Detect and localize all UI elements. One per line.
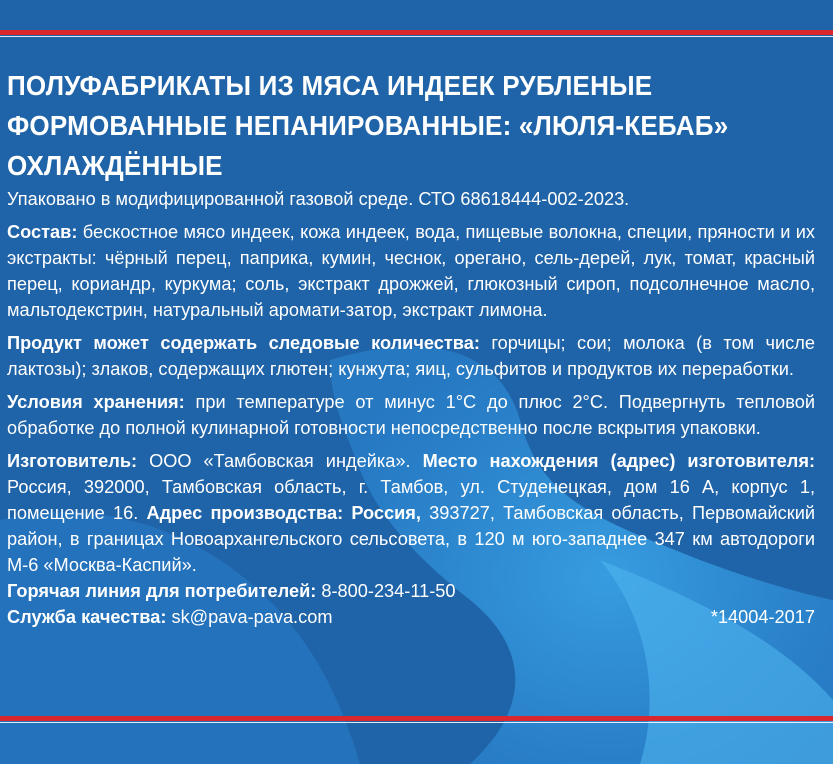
hotline-number: 8-800-234-11-50 xyxy=(316,581,456,601)
hotline xyxy=(7,578,815,604)
hotline-label: Горячая линия для потребителей: xyxy=(7,581,317,601)
manufacturer-text: ООО «Тамбовская индейка». xyxy=(137,451,423,471)
standard-code: *14004-2017 xyxy=(710,607,815,627)
manufacturer-info xyxy=(7,448,815,578)
manufacturer-location-label: Место нахождения (адрес) изготовителя: xyxy=(422,451,816,471)
title-line: ПОЛУФАБРИКАТЫ ИЗ МЯСА ИНДЕЕК РУБЛЕНЫЕ xyxy=(7,70,653,101)
storage-label: Условия хранения: xyxy=(7,392,185,412)
quality-service xyxy=(7,604,332,630)
title-line: ОХЛАЖДЁННЫЕ xyxy=(7,150,223,181)
manufacturer-label: Изготовитель: xyxy=(7,451,138,471)
composition xyxy=(7,219,815,323)
packaging-info: Упаковано в модифицированной газовой среде. СТО 68618444-002-2023. xyxy=(7,189,630,209)
top-red-stripe xyxy=(0,30,833,35)
production-address-label: Адрес производства: Россия, xyxy=(146,503,421,523)
quality-email: sk@pava-pava.com xyxy=(166,607,333,627)
storage-conditions xyxy=(7,389,815,441)
production-address-text: 393727, Тамбовская область, Первомайский район, в границах Новоархангельского сельсовета, в 120 м юго-западнее 347 км автодороги М-6 «Москва-Каспий». xyxy=(7,503,816,575)
label-content xyxy=(7,66,815,630)
top-white-line xyxy=(0,36,833,37)
manufacturer-location-text: Россия, 392000, Тамбовская область, г. Тамбов, ул. Студенецкая, дом 16 А, корпус 1, помещение 16. xyxy=(7,477,815,523)
composition-label: Состав: xyxy=(7,222,78,242)
traces-label: Продукт может содержать следовые количества: xyxy=(7,333,480,353)
storage-text: при температуре от минус 1°С до плюс 2°С. Подвергнуть тепловой обработке до полной кулинарной готовности непосредственно после вскрытия упаковки. xyxy=(7,392,815,438)
title-line: ФОРМОВАННЫЕ НЕПАНИРОВАННЫЕ: «ЛЮЛЯ-КЕБАБ» xyxy=(7,110,729,141)
bottom-red-stripe xyxy=(0,716,833,721)
quality-row xyxy=(7,604,815,630)
composition-text: бескостное мясо индеек, кожа индеек, вода, пищевые волокна, специи, пряности и их экстракты: чёрный перец, паприка, кумин, чеснок, орегано, сель-дерей, лук, томат, красный перец, кориандр, куркума; соль, экстракт дрожжей, глюкозный сироп, подсолнечное масло, мальтодекстрин, натуральный аромати-затор, экстракт лимона. xyxy=(7,222,815,320)
bottom-white-line xyxy=(0,722,833,723)
traces-text: горчицы; сои; молока (в том числе лактозы); злаков, содержащих глютен; кунжута; яиц, сульфитов и продуктов их переработки. xyxy=(7,333,815,379)
product-title xyxy=(7,66,825,186)
traces xyxy=(7,330,815,382)
quality-label: Служба качества: xyxy=(7,607,167,627)
